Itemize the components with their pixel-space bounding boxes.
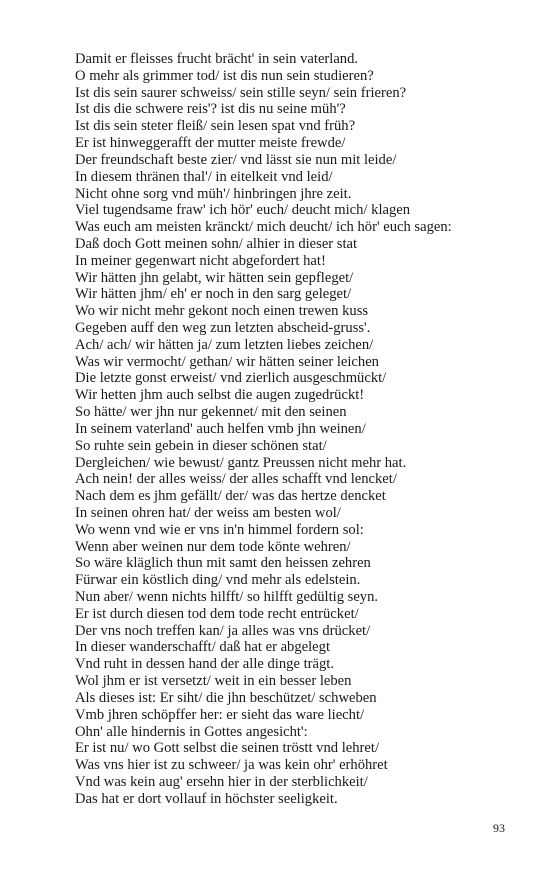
poem-line: Viel tugendsame fraw' ich hör' euch/ deucht mich/ klagen xyxy=(75,202,411,219)
poem-line: Wir hätten jhm/ eh' er noch in den sarg geleget/ xyxy=(75,286,352,303)
poem-line: Was wir vermocht/ gethan/ wir hätten seiner leichen xyxy=(75,353,379,370)
poem-line: Wenn aber weinen nur dem tode könte wehren/ xyxy=(75,538,351,555)
poem-line: Dergleichen/ wie bewust/ gantz Preussen nicht mehr hat. xyxy=(75,454,407,471)
poem-line: Wol jhm er ist versetzt/ weit in ein besser leben xyxy=(75,673,352,690)
poem-line: So wäre kläglich thun mit samt den heissen zehren xyxy=(75,555,371,572)
poem-line: In meiner gegenwart nicht abgefordert hat! xyxy=(75,252,326,269)
poem-line: Ist dis sein steter fleiß/ sein lesen spat vnd früh? xyxy=(75,118,356,135)
poem-line: Was euch am meisten kränckt/ mich deucht/ ich hör' euch sagen: xyxy=(75,219,452,236)
poem-line: So ruhte sein gebein in dieser schönen stat/ xyxy=(75,437,327,454)
poem-line: Ist dis sein saurer schweiss/ sein stille seyn/ sein frieren? xyxy=(75,84,407,101)
poem-line: Wo wenn vnd wie er vns in'n himmel fordern sol: xyxy=(75,521,364,538)
poem-line: Vnd was kein aug' ersehn hier in der sterblichkeit/ xyxy=(75,773,368,790)
poem-line: Ach nein! der alles weiss/ der alles schafft vnd lencket/ xyxy=(75,471,397,488)
poem-line: In diesem thränen thal'/ in eitelkeit vnd leid/ xyxy=(75,168,333,185)
poem-line: Das hat er dort vollauf in höchster seeligkeit. xyxy=(75,790,338,807)
poem-line: In dieser wanderschafft/ daß hat er abgelegt xyxy=(75,639,331,656)
poem-line: Wir hetten jhm auch selbst die augen zugedrückt! xyxy=(75,387,365,404)
poem-text-block xyxy=(75,51,515,808)
poem-line: In seinem vaterland' auch helfen vmb jhn weinen/ xyxy=(75,420,366,437)
poem-line: Als dieses ist: Er siht/ die jhn beschützet/ schweben xyxy=(75,689,377,706)
poem-line: Der freundschaft beste zier/ vnd lässt sie nun mit leide/ xyxy=(75,151,397,168)
poem-line: Vnd ruht in dessen hand der alle dinge trägt. xyxy=(75,656,334,673)
poem-line: Wir hätten jhn gelabt, wir hätten sein gepfleget/ xyxy=(75,269,354,286)
poem-line: Fürwar ein köstlich ding/ vnd mehr als edelstein. xyxy=(75,572,361,589)
poem-line: Er ist nu/ wo Gott selbst die seinen tröstt vnd lehret/ xyxy=(75,740,379,757)
poem-line: Ist dis die schwere reis'? ist dis nu seine müh'? xyxy=(75,101,346,118)
poem-line: Der vns noch treffen kan/ ja alles was vns drücket/ xyxy=(75,622,371,639)
poem-line: Gegeben auff den weg zun letzten abscheid-gruss'. xyxy=(75,320,371,336)
poem-line: Was vns hier ist zu schweer/ ja was kein ohr' erhöhret xyxy=(75,757,388,774)
poem-line: Nach dem es jhm gefällt/ der/ was das hertze dencket xyxy=(75,488,386,505)
poem-line: Vmb jhren schöpffer her: er sieht das ware liecht/ xyxy=(75,706,365,723)
poem-line: Damit er fleisses frucht brächt' in sein vaterland. xyxy=(75,51,359,67)
poem-line: Ach/ ach/ wir hätten ja/ zum letzten liebes zeichen/ xyxy=(75,336,374,353)
poem-line: So hätte/ wer jhn nur gekennet/ mit den seinen xyxy=(75,404,347,421)
poem-line: Daß doch Gott meinen sohn/ alhier in dieser stat xyxy=(75,235,358,252)
page-number: 93 xyxy=(493,821,505,835)
poem-line: Wo wir nicht mehr gekont noch einen trewen kuss xyxy=(75,303,369,320)
poem-line: Ohn' alle hindernis in Gottes angesicht': xyxy=(75,723,308,740)
poem-line: Die letzte gonst erweist/ vnd zierlich ausgeschmückt/ xyxy=(75,370,387,387)
poem-line: O mehr als grimmer tod/ ist dis nun sein studieren? xyxy=(75,67,374,84)
poem-line: Er ist durch diesen tod dem tode recht entrücket/ xyxy=(75,605,359,622)
poem-line: Er ist hinweggerafft der mutter meiste frewde/ xyxy=(75,135,346,152)
poem-line: Nicht ohne sorg vnd müh'/ hinbringen jhre zeit. xyxy=(75,185,352,202)
poem-line: Nun aber/ wenn nichts hilfft/ so hilfft gedültig seyn. xyxy=(75,589,379,605)
poem-line: In seinen ohren hat/ der weiss am besten wol/ xyxy=(75,504,341,521)
